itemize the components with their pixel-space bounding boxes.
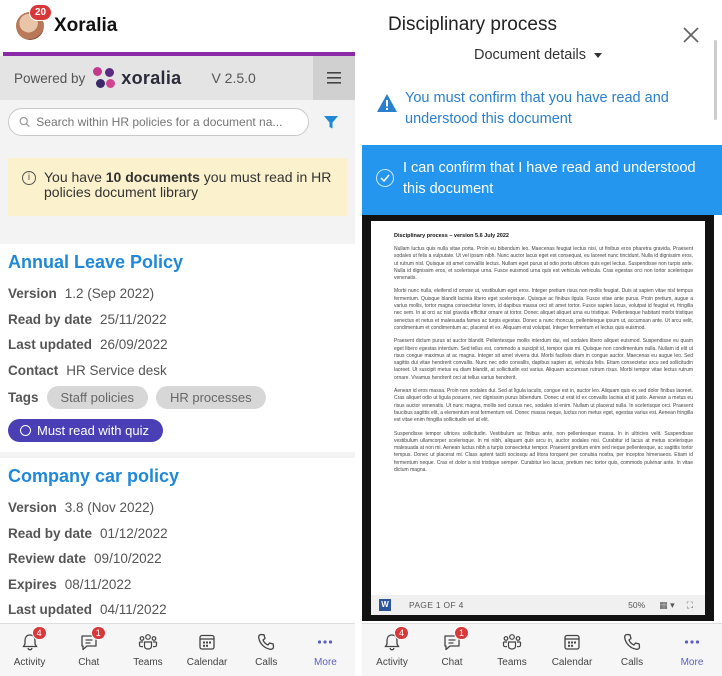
activity-badge: 4 <box>32 626 47 640</box>
chat-badge: 1 <box>454 626 469 640</box>
panel-title: Disciplinary process <box>388 14 557 35</box>
policy-card-company-car[interactable] <box>0 458 355 623</box>
phone-icon <box>256 632 276 652</box>
must-read-quiz-button[interactable]: Must read with quiz <box>8 419 163 442</box>
policy-field-read-by: Read by date 01/12/2022 <box>8 525 168 541</box>
panel-scrollbar[interactable] <box>714 40 717 120</box>
document-details-dropdown[interactable]: Document details <box>474 47 602 63</box>
zoom-level[interactable]: 50% <box>628 600 646 610</box>
policy-tags: Tags Staff policies HR processes <box>8 383 347 411</box>
document-panel <box>362 0 722 676</box>
notice-count: 10 documents <box>105 169 200 185</box>
xoralia-logo-icon <box>93 67 115 89</box>
phone-icon <box>622 632 642 652</box>
calendar-icon <box>562 632 582 652</box>
nav-calendar[interactable]: Calendar <box>178 624 237 676</box>
document-paragraph: Nullam luctus quis nulla vitae porta. Proin eu bibendum leo. Maecenas feugiat lectus nisi, ut finibus eros pharetra gravida. Praesent sodales ut felis a vulputate. Ut vel ipsum nibh. Nunc auctor lacus eget est consequat, eu laoreet nunc tincidunt. Nulla id dignissim eros, ut rutrum nisl. Quisque sit amet convallis lectus. Nullam eget purus at odio porta ultrices quis eget lectus. Suspendisse non turpis ante. Nulla id dignissim eros, et scelerisque urna. Fusce euismod urna quis est vehicula vehicula. Cras egestas orci non tortor scelerisque venenatis. <box>394 246 693 282</box>
document-paragraph: Praesent dictum purus at auctor blandit. Pellentesque mollis interdum dui, vel sodales libero aliquet euismod. Suspendisse eu quam eget libero egestas interdum. Sed tellus est, commodo a suscipit id, tempor quis mi. Quisque non condimentum nulla. Nullam id elit ut risus congue maximus at ac magna. Integer sit amet viverra dui. Morbi facilisis diam in congue auctor. Maecenas eu augue leo. Sed sagittis dui vitae hendrerit convallis. Nunc nec odio convallis, dapibus sapien at, vehicula felis. Etiam consectetur arcu sed sollicitudin laoreet. Ut suscipit metus eu diam blandit, at sollicitudin est varius. Aliquam accumsan rutrum risus. Morbi tempor vitae lectus rutrum ornare. Vivamus hendrerit orci at tellus varius hendrerit. <box>394 338 693 381</box>
chat-badge: 1 <box>91 626 106 640</box>
confirm-label: I can confirm that I have read and understood this document <box>403 160 696 197</box>
warning-icon <box>376 93 398 130</box>
page-indicator: PAGE 1 OF 4 <box>409 600 464 610</box>
calendar-icon <box>197 632 217 652</box>
more-icon <box>682 632 702 652</box>
nav-calendar[interactable]: Calendar <box>542 624 602 676</box>
nav-chat[interactable]: 1 Chat <box>59 624 118 676</box>
search-box[interactable] <box>8 108 309 136</box>
info-icon: i <box>22 171 36 185</box>
nav-chat[interactable]: 1 Chat <box>422 624 482 676</box>
policy-card-annual-leave[interactable] <box>0 244 355 452</box>
teams-icon <box>138 632 158 652</box>
policy-field-last-updated: Last updated 26/09/2022 <box>8 337 168 353</box>
policy-field-version: Version 1.2 (Sep 2022) <box>8 286 155 302</box>
viewer-toolbar <box>371 595 705 615</box>
view-mode-icon[interactable]: ▦ ▾ <box>659 599 675 610</box>
policy-list-pane <box>0 0 355 676</box>
fullscreen-icon[interactable]: ⛶ <box>686 599 693 610</box>
avatar-badge: 20 <box>29 4 52 21</box>
nav-more[interactable]: More <box>296 624 355 676</box>
bottom-nav <box>0 623 355 676</box>
document-paragraph: Suspendisse tempor ultrices sollicitudin. Vestibulum ac finibus ante, non pellentesque massa. In in ultricies velit. Suspendisse vestibulum ullamcorper scelerisque. In mi nibh, aliquam quis arcu in, auctor sodales nisi. Curabitur id lacus at metus scelerisque malesuada at non mi. Aenean luctus nibh a turpis consectetur tempor. Praesent pretium enim sed neque pellentesque, ac sagittis tortor tempus. Donec ut placerat mi. Class aptent taciti sociosqu ad litora torquent per conubia nostra, per inceptos himenaeos. Etiam id fermentum neque. Cras et dolor a nisi tristique semper. Curabitur leo lacus, pretium nec tortor quis, commodo pulvinar ante. In vitae dictum magna. <box>394 430 693 474</box>
close-button[interactable] <box>682 26 700 47</box>
search-row <box>0 100 355 144</box>
document-viewer[interactable] <box>362 215 714 621</box>
policy-field-expires: Expires 08/11/2022 <box>8 576 132 592</box>
hamburger-icon <box>327 72 341 84</box>
nav-activity[interactable]: 4 Activity <box>376 628 408 668</box>
nav-calls[interactable]: Calls <box>237 624 296 676</box>
app-name: Xoralia <box>54 15 118 36</box>
nav-teams[interactable]: Teams <box>482 624 542 676</box>
document-heading: Disciplinary process – version 5.6 July 2022 <box>394 233 509 239</box>
notice-text: You have 10 documents you must read in HR policies document library <box>44 169 332 200</box>
filter-button[interactable] <box>317 115 345 130</box>
version-label: V 2.5.0 <box>211 70 256 86</box>
document-paragraph: Aenean id eros massa. Proin non sodales dui. Sed at ligula iaculis, congue est in, auctor leo. Aliquam quis ex sed dolor finibus laoreet. Cras aliquet odio ut ligula posuere, nec dignissim purus bibendum. Donec ut erat id ex convallis lacinia at id justo. Aenean a metus eu risus auctor venenatis. Ut nunc magna, mollis sed cursus nec, sodales id enim. Nullam ut placerat nulla. In scelerisque orci. Praesent faucibus sagittis elit, a elementum erat fermentum vel. Donec massa neque, luctus non metus eget, egestas varius est. Aenean fringilla est vitae enim fringilla sollicitudin vel at elit. <box>394 388 693 424</box>
policy-field-review-date: Review date 09/10/2022 <box>8 551 162 567</box>
nav-teams[interactable]: Teams <box>118 624 177 676</box>
search-input[interactable] <box>36 115 308 129</box>
nav-activity[interactable]: 4 Activity <box>13 628 46 668</box>
nav-more[interactable]: More <box>662 624 722 676</box>
filter-icon <box>323 115 339 130</box>
document-paragraph: Morbi nunc nulla, eleifend id ornare ut, vestibulum eget eros. Integer pretium risus non mollis feugiat. Duis at sapien vitae nisl tempus fermentum. Quisque blandit lacinia libero eget scelerisque. Quisque ac finibus ligula. Fusce vitae ante purus. Proin pretium, augue a varius mollis, tortor magna consectetur lorem, id dapibus massa orci sit amet tortor. Fusce sapien lacus, volutpat id feugiat et, fringilla nec sem. In at orci ac nisl gravida efficitur ornare at tortor. Donec aliquet aliquet urna eu tristique. Pellentesque habitant morbi tristique senectus et netus et malesuada fames ac turpis egestas. Donec a nunc rhoncus, pellentesque ipsum ut, accumsan ante. Ut arcu velit, condimentum et condimentum ac, placerat et ex. Aliquam erat volutpat. Integer fermentum et lectus quis euismod. <box>394 288 693 331</box>
avatar[interactable] <box>16 7 47 40</box>
powered-by-bar <box>0 56 355 100</box>
policy-title[interactable]: Annual Leave Policy <box>8 252 184 272</box>
warning-text: You must confirm that you have read and understood this document <box>405 90 669 127</box>
caret-down-icon <box>594 53 602 58</box>
policy-field-version: Version 3.8 (Nov 2022) <box>8 500 155 516</box>
more-icon <box>315 632 335 652</box>
teams-icon <box>502 632 522 652</box>
activity-badge: 4 <box>394 626 409 640</box>
word-doc-icon: W <box>379 599 391 611</box>
tag-hr-processes[interactable]: HR processes <box>156 386 266 409</box>
powered-by-label: Powered by <box>14 70 86 86</box>
search-icon <box>19 116 30 128</box>
app-header <box>0 0 355 52</box>
policy-field-last-updated: Last updated 04/11/2022 <box>8 602 167 618</box>
confirm-warning <box>376 88 706 130</box>
confirm-read-checkbox[interactable] <box>362 145 722 215</box>
nav-calls[interactable]: Calls <box>602 624 662 676</box>
brand-name: xoralia <box>121 67 182 88</box>
must-read-notice <box>8 158 347 216</box>
clock-icon <box>20 425 31 436</box>
policy-field-read-by: Read by date 25/11/2022 <box>8 311 167 327</box>
close-icon <box>682 26 700 44</box>
document-page <box>371 221 705 601</box>
hamburger-menu-button[interactable] <box>313 56 355 100</box>
bottom-nav <box>362 623 722 676</box>
policy-field-contact: Contact HR Service desk <box>8 362 167 378</box>
tag-staff-policies[interactable]: Staff policies <box>47 386 148 409</box>
policy-title[interactable]: Company car policy <box>8 466 180 486</box>
check-circle-icon[interactable] <box>376 169 394 187</box>
